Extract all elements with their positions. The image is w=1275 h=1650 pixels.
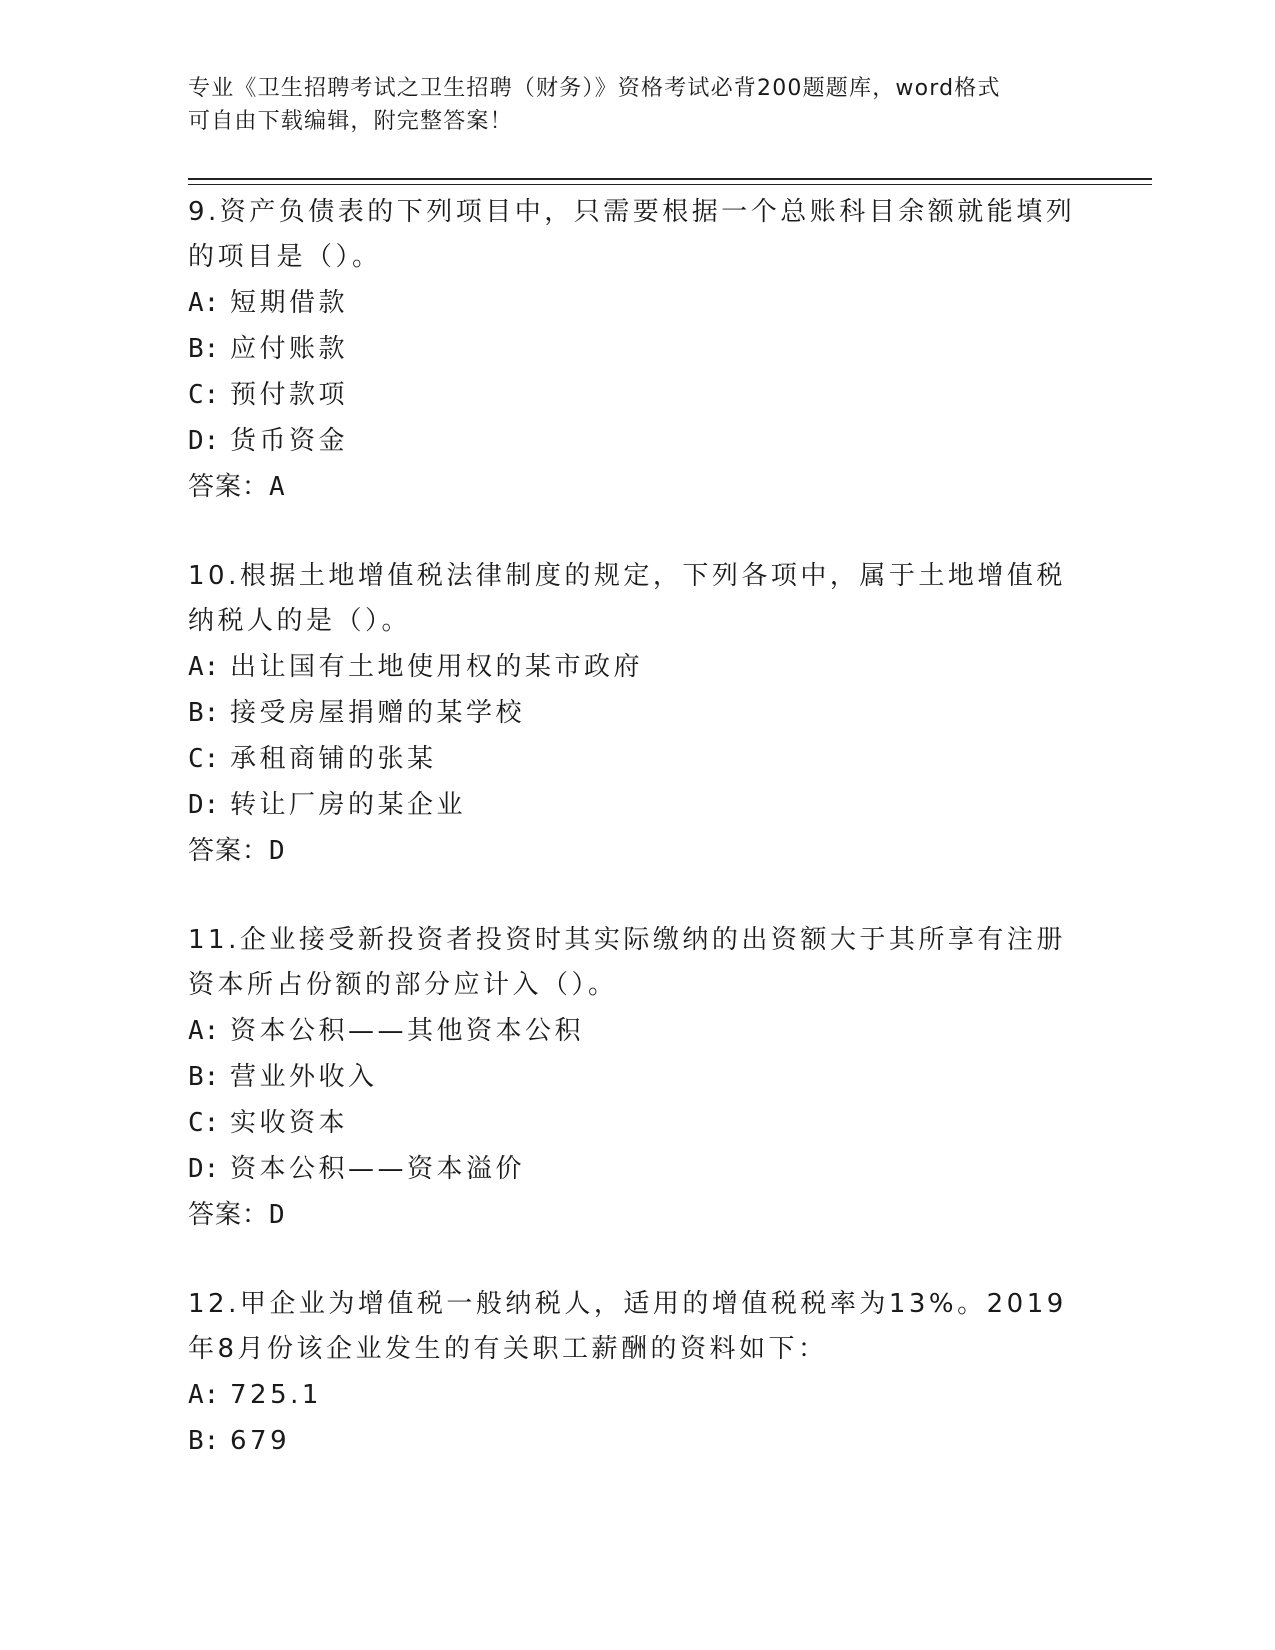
option-text: 短期借款 — [230, 288, 349, 318]
option-text: 应付账款 — [230, 334, 349, 364]
question-stem: 10.根据土地增值税法律制度的规定，下列各项中，属于土地增值税纳税人的是（）。 — [188, 561, 1066, 636]
option-key: D: — [188, 790, 220, 820]
option-key: C: — [188, 380, 220, 410]
answer-line — [188, 464, 1088, 510]
question-9 — [188, 190, 1088, 510]
option-text: 资本公积——资本溢价 — [230, 1154, 526, 1184]
option-a — [188, 1372, 1088, 1418]
option-text: 营业外收入 — [230, 1062, 378, 1092]
option-text: 725.1 — [230, 1380, 322, 1410]
option-c — [188, 1100, 1088, 1146]
option-b — [188, 690, 1088, 736]
option-text: 资本公积——其他资本公积 — [230, 1016, 585, 1046]
question-stem: 9.资产负债表的下列项目中，只需要根据一个总账科目余额就能填列的项目是（）。 — [188, 197, 1076, 272]
option-c — [188, 372, 1088, 418]
header-line-2: 可自由下载编辑，附完整答案！ — [188, 109, 513, 134]
answer-value: D — [269, 836, 285, 866]
option-text: 实收资本 — [230, 1108, 349, 1138]
option-text: 转让厂房的某企业 — [230, 790, 467, 820]
question-10 — [188, 554, 1088, 874]
option-text: 承租商铺的张某 — [230, 744, 437, 774]
header-line-1: 专业《卫生招聘考试之卫生招聘（财务）》资格考试必背200题题库，word格式 — [188, 76, 1001, 101]
option-key: D: — [188, 426, 220, 456]
option-key: C: — [188, 1108, 220, 1138]
option-a — [188, 280, 1088, 326]
answer-value: D — [269, 1200, 285, 1230]
option-d — [188, 1146, 1088, 1192]
option-key: B: — [188, 1426, 220, 1456]
option-key: A: — [188, 1016, 220, 1046]
option-key: B: — [188, 698, 220, 728]
answer-label: 答案： — [188, 836, 270, 866]
answer-label: 答案： — [188, 472, 270, 502]
question-stem: 11.企业接受新投资者投资时其实际缴纳的出资额大于其所享有注册资本所占份额的部分应计入（）。 — [188, 925, 1066, 1000]
document-header — [188, 72, 1068, 138]
answer-line — [188, 828, 1088, 874]
option-key: B: — [188, 334, 220, 364]
answer-line — [188, 1192, 1088, 1238]
question-12 — [188, 1282, 1088, 1464]
question-list — [188, 190, 1088, 1508]
option-key: A: — [188, 288, 220, 318]
option-b — [188, 326, 1088, 372]
answer-label: 答案： — [188, 1200, 270, 1230]
header-divider-thin — [188, 184, 1152, 185]
option-key: A: — [188, 652, 220, 682]
option-text: 接受房屋捐赠的某学校 — [230, 698, 526, 728]
option-key: B: — [188, 1062, 220, 1092]
question-11 — [188, 918, 1088, 1238]
option-key: D: — [188, 1154, 220, 1184]
option-b — [188, 1418, 1088, 1464]
option-b — [188, 1054, 1088, 1100]
option-text: 出让国有土地使用权的某市政府 — [230, 652, 644, 682]
option-d — [188, 782, 1088, 828]
option-text: 货币资金 — [230, 426, 349, 456]
option-a — [188, 1008, 1088, 1054]
option-key: C: — [188, 744, 220, 774]
option-key: A: — [188, 1380, 220, 1410]
question-stem: 12.甲企业为增值税一般纳税人，适用的增值税税率为13%。2019年8月份该企业发生的有关职工薪酬的资料如下： — [188, 1289, 1067, 1364]
option-c — [188, 736, 1088, 782]
option-text: 679 — [230, 1426, 291, 1456]
answer-value: A — [269, 472, 285, 502]
header-divider-thick — [188, 178, 1152, 180]
option-d — [188, 418, 1088, 464]
option-a — [188, 644, 1088, 690]
option-text: 预付款项 — [230, 380, 349, 410]
